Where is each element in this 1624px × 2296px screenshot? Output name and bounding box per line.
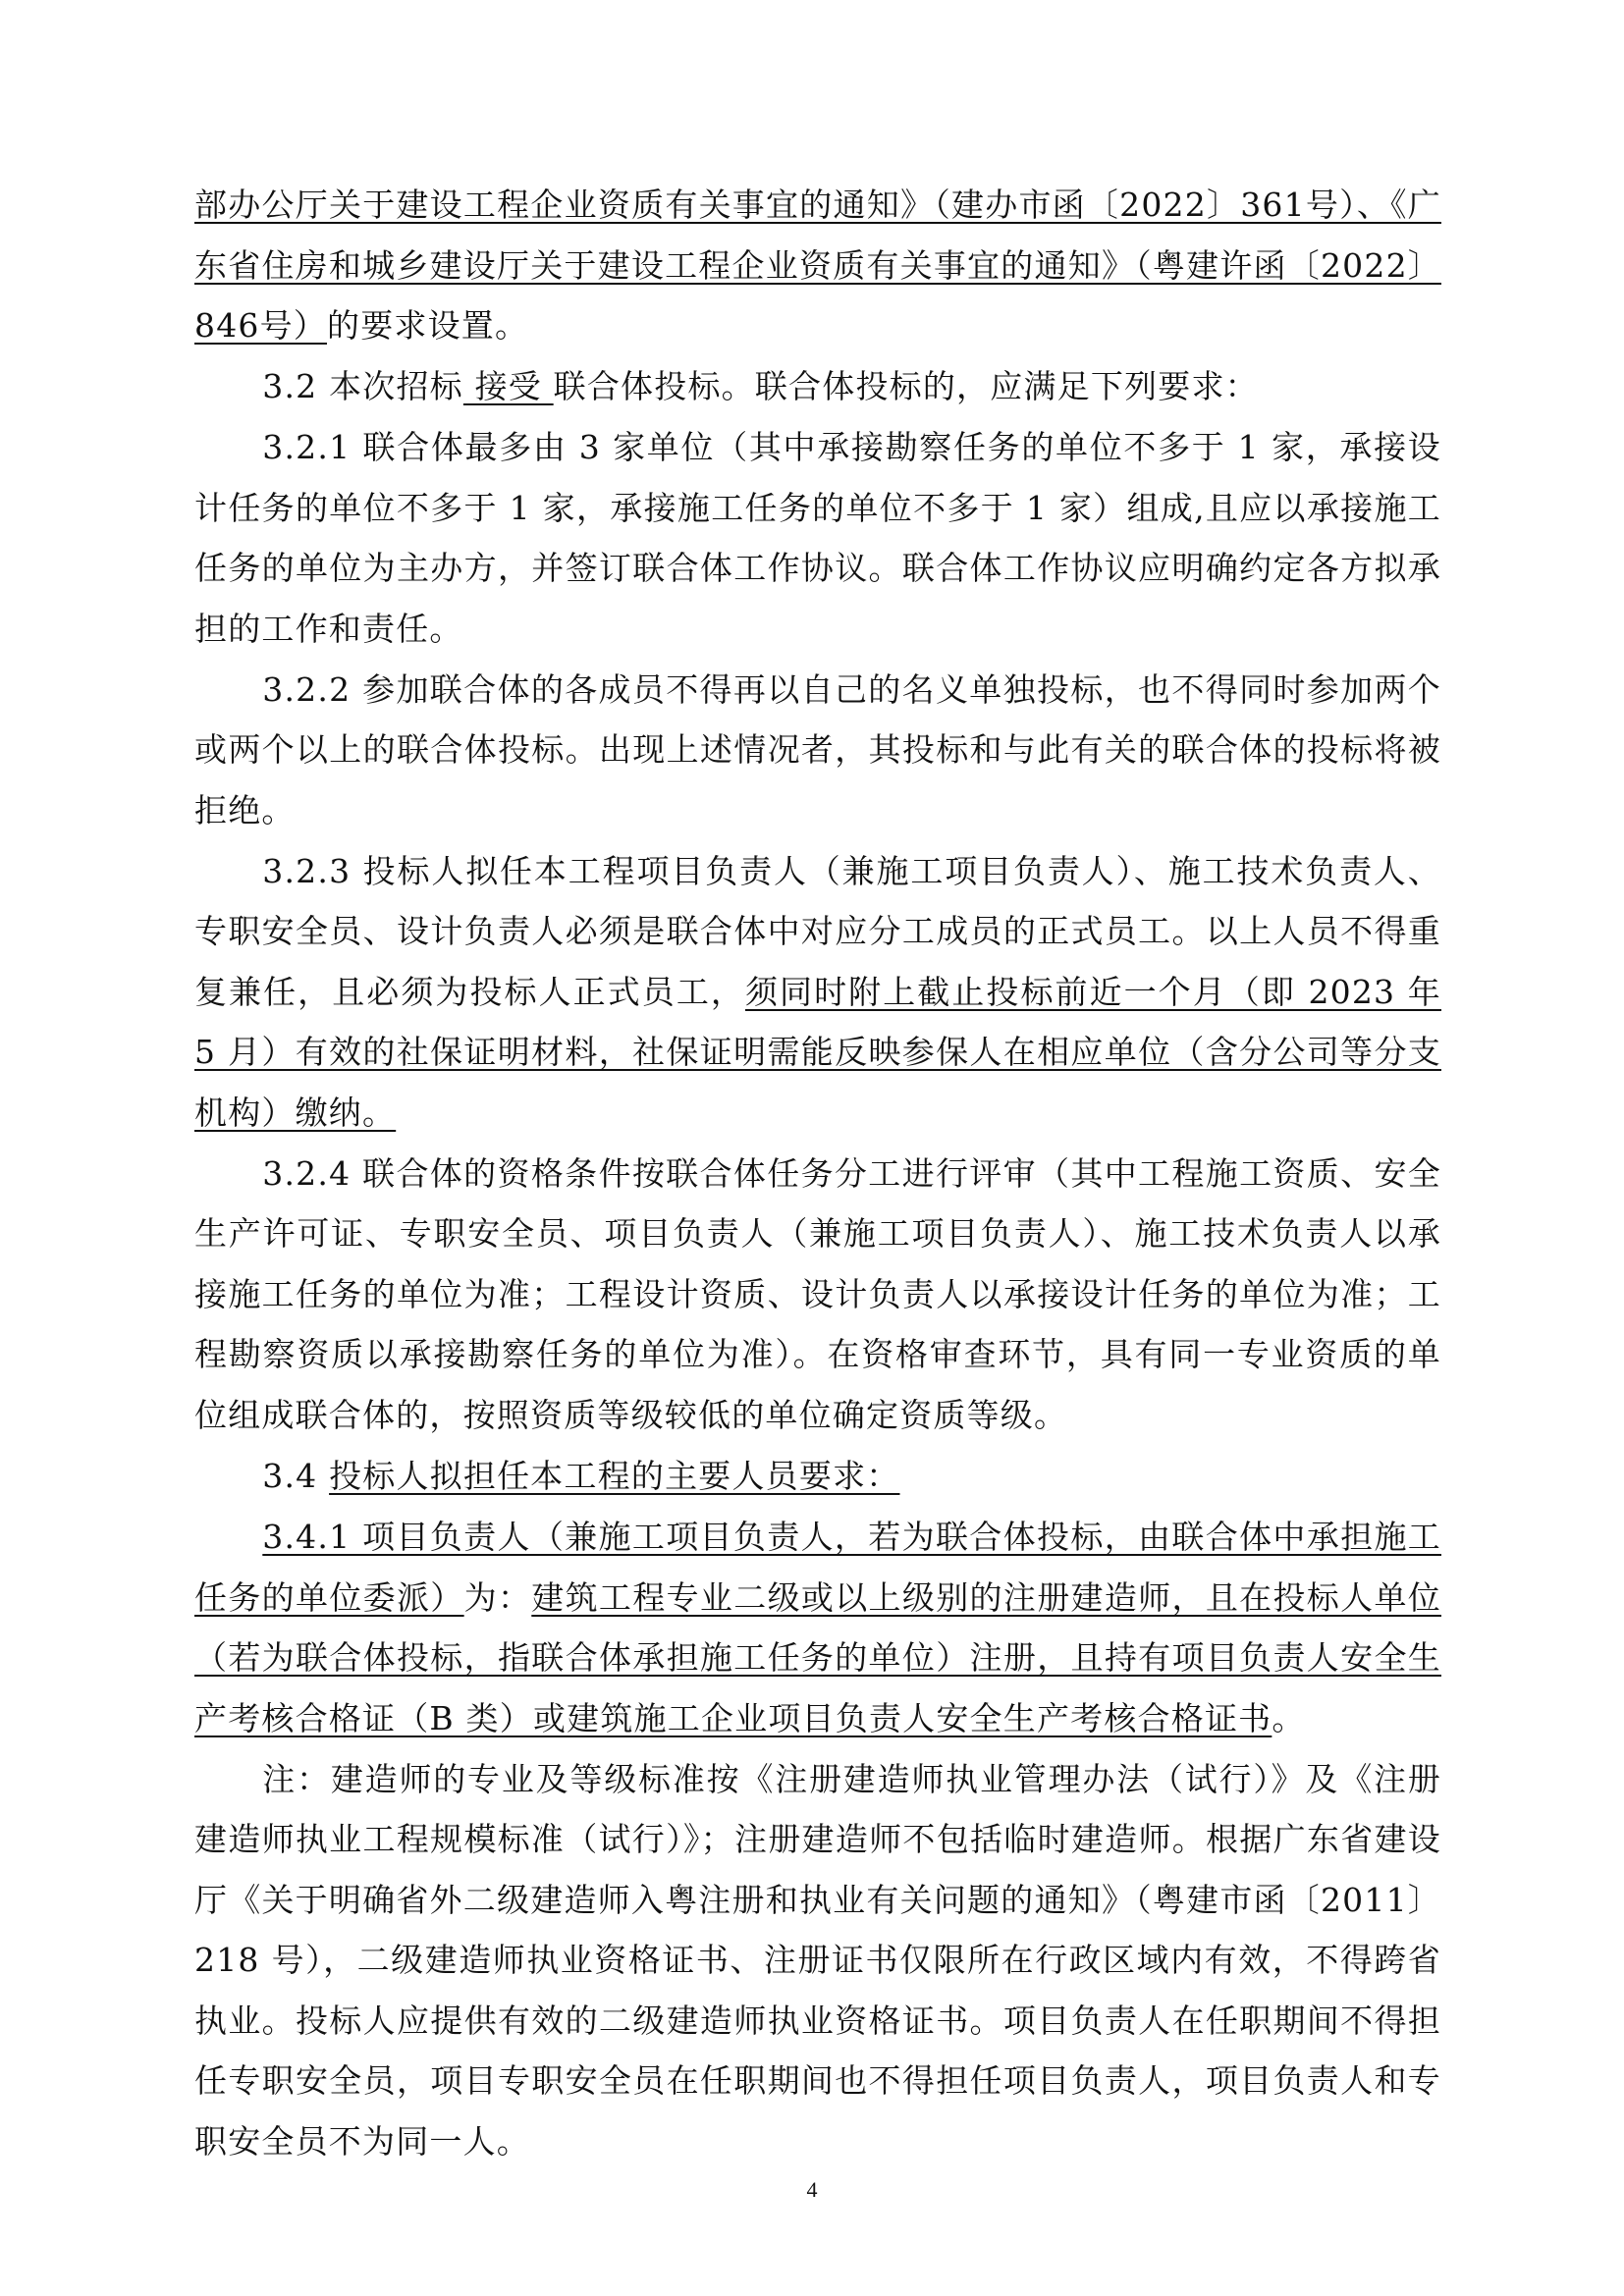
paragraph-3-2-1 (194, 417, 1441, 659)
body-text (194, 175, 1441, 2172)
paragraph-text: 3.2.3 投标人拟任本工程项目负责人（兼施工项目负责人）、施工技术负责人、专职安全员、设计负责人必须是联合体中对应分工成员的正式员工。以上人员不得重复兼任，且必须为投标人正式员工， (194, 851, 1441, 1011)
underlined-text: 3.4.1 项目负责人（兼施工项目负责人，若为联合体投标，由联合体中承担施工任务的单位委派） (194, 1518, 1441, 1617)
paragraph-text: 。 (1272, 1698, 1306, 1737)
paragraph-text: 为： (463, 1577, 532, 1617)
paragraph-text: 3.2 本次招标 (262, 367, 463, 406)
underlined-text: 部办公厅关于建设工程企业资质有关事宜的通知》（建办市函〔2022〕361号）、《广东省住房和城乡建设厅关于建设工程企业资质有关事宜的通知》（粤建许函〔2022〕846号） (194, 186, 1441, 345)
underlined-text: 接受 (462, 367, 554, 406)
paragraph-3-4 (194, 1446, 1441, 1507)
paragraph-text: 3.2.1 联合体最多由 3 家单位（其中承接勘察任务的单位不多于 1 家，承接设计任务的单位不多于 1 家，承接施工任务的单位不多于 1 家）组成,且应以承接施工任务的单位为主办方，并签订联合体工作协议。联合体工作协议应明确约定各方拟承担的工作和责任。 (194, 428, 1441, 648)
paragraph-text: 3.2.4 联合体的资格条件按联合体任务分工进行评审（其中工程施工资质、安全生产许可证、专职安全员、项目负责人（兼施工项目负责人）、施工技术负责人以承接施工任务的单位为准；工程设计资质、设计负责人以承接设计任务的单位为准；工程勘察资质以承接勘察任务的单位为准）。在资格审查环节，具有同一专业资质的单位组成联合体的，按照资质等级较低的单位确定资质等级。 (194, 1153, 1441, 1434)
paragraph-3-2-3 (194, 841, 1441, 1144)
paragraph-3-2-2 (194, 660, 1441, 841)
paragraph-3-2-4 (194, 1144, 1441, 1446)
paragraph-text: 联合体投标。联合体投标的，应满足下列要求： (553, 367, 1259, 406)
page-number: 4 (806, 2177, 818, 2202)
paragraph-text: 3.4 (262, 1457, 330, 1496)
paragraph-text: 3.2.2 参加联合体的各成员不得再以自己的名义单独投标，也不得同时参加两个或两个以上的联合体投标。出现上述情况者，其投标和与此有关的联合体的投标将被拒绝。 (194, 669, 1441, 829)
paragraph-3-2 (194, 356, 1441, 417)
paragraph-3-4-1 (194, 1507, 1441, 1748)
underlined-text: 投标人拟担任本工程的主要人员要求： (329, 1457, 900, 1496)
paragraph-text: 注：建造师的专业及等级标准按《注册建造师执业管理办法（试行）》及《注册建造师执业工程规模标准（试行）》；注册建造师不包括临时建造师。根据广东省建设厅《关于明确省外二级建造师入粤注册和执业有关问题的通知》（粤建市函〔2011〕218 号），二级建造师执业资格证书、注册证书仅限所在行政区域内有效，不得跨省执业。投标人应提供有效的二级建造师执业资格证书。项目负责人在任职期间不得担任专职安全员，项目专职安全员在任职期间也不得担任项目负责人，项目负责人和专职安全员不为同一人。 (194, 1759, 1441, 2161)
paragraph-continuation (194, 175, 1441, 356)
underlined-text: 建筑工程专业二级或以上级别的注册建造师，且在投标人单位（若为联合体投标，指联合体承担施工任务的单位）注册，且持有项目负责人安全生产考核合格证（B 类）或建筑施工企业项目负责人安全生产考核合格证书 (194, 1577, 1441, 1737)
paragraph-note (194, 1749, 1441, 2172)
paragraph-text: 的要求设置。 (327, 306, 529, 345)
underlined-text: 须同时附上截止投标前近一个月（即 2023 年 5 月）有效的社保证明材料，社保证明需能反映参保人在相应单位（含分公司等分支机构）缴纳。 (194, 972, 1442, 1132)
